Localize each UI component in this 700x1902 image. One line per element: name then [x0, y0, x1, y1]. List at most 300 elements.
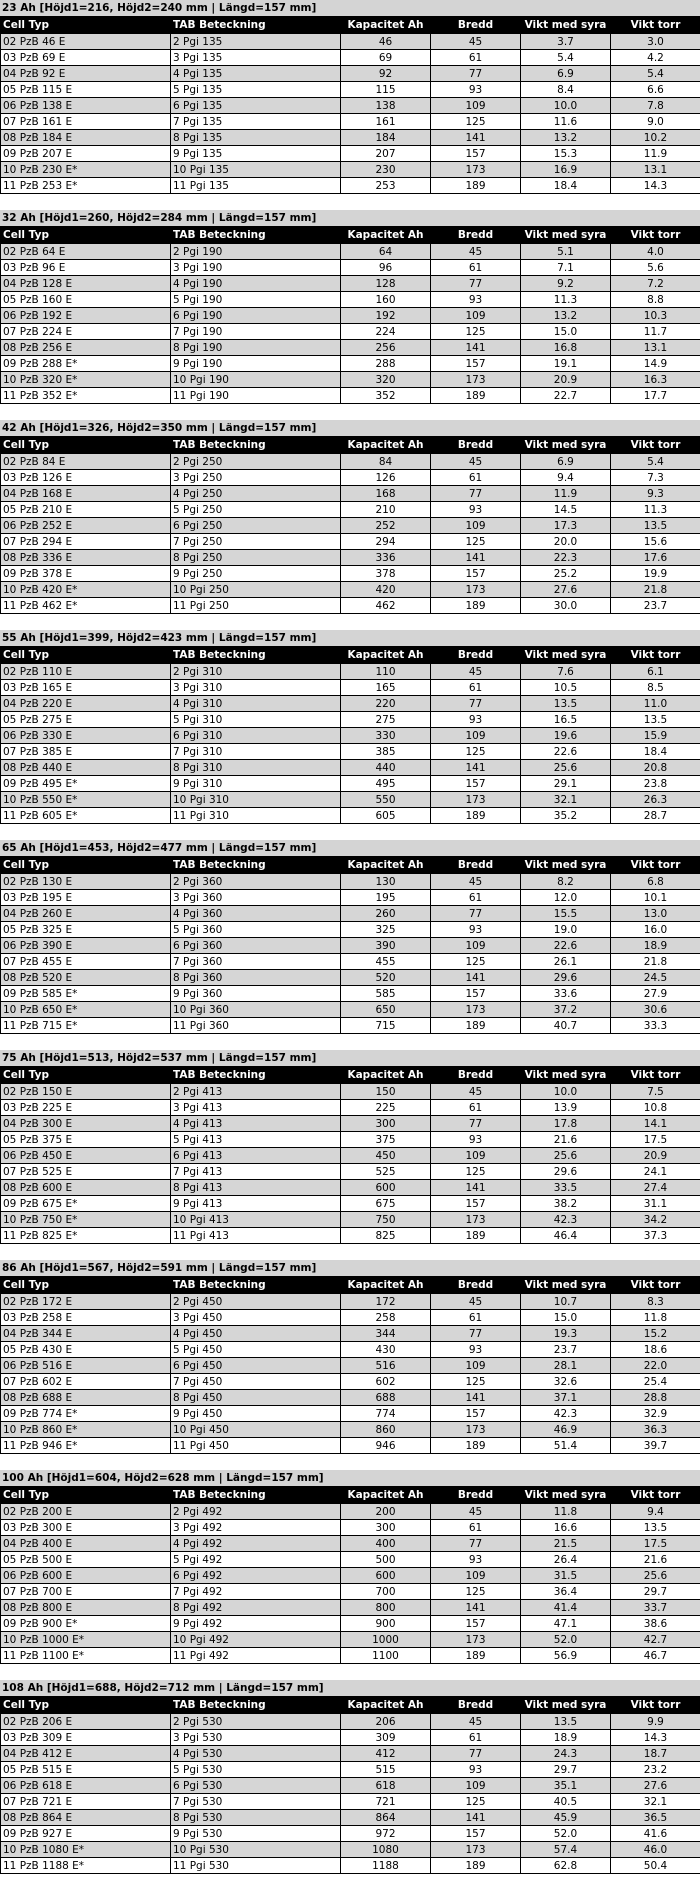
table-cell: 42.3: [521, 1212, 611, 1228]
table-cell: 9.4: [521, 470, 611, 486]
table-cell: 06 PzB 390 E: [1, 938, 171, 954]
table-cell: 32.9: [611, 1406, 700, 1422]
table-row: [1, 454, 700, 470]
table-cell: 25.6: [521, 760, 611, 776]
column-header: TAB Beteckning: [171, 437, 341, 454]
table-cell: 11 Pgi 492: [171, 1648, 341, 1664]
table-cell: 141: [431, 1390, 521, 1406]
table-cell: 9.9: [611, 1714, 700, 1730]
table-cell: 125: [431, 1584, 521, 1600]
table-row: [1, 470, 700, 486]
table-row: [1, 388, 700, 404]
column-header: Cell Typ: [1, 1697, 171, 1714]
table-row: [1, 1536, 700, 1552]
table-cell: 08 PzB 336 E: [1, 550, 171, 566]
table-cell: 600: [341, 1180, 431, 1196]
table-row: [1, 356, 700, 372]
table-cell: 02 PzB 46 E: [1, 34, 171, 50]
table-row: [1, 34, 700, 50]
column-header: Bredd: [431, 647, 521, 664]
table-row: [1, 1826, 700, 1842]
table-cell: 400: [341, 1536, 431, 1552]
table-cell: 288: [341, 356, 431, 372]
cell-spec-table: [0, 1486, 700, 1664]
table-row: [1, 566, 700, 582]
table-cell: 11 PzB 946 E*: [1, 1438, 171, 1454]
table-cell: 09 PzB 585 E*: [1, 986, 171, 1002]
table-row: [1, 1520, 700, 1536]
table-cell: 5.4: [521, 50, 611, 66]
column-header: Vikt med syra: [521, 227, 611, 244]
table-cell: 10.7: [521, 1294, 611, 1310]
table-cell: 10 PzB 650 E*: [1, 1002, 171, 1018]
table-cell: 25.6: [521, 1148, 611, 1164]
table-cell: 11 PzB 715 E*: [1, 1018, 171, 1034]
table-cell: 2 Pgi 492: [171, 1504, 341, 1520]
column-header: Vikt torr: [611, 1277, 700, 1294]
table-cell: 28.7: [611, 808, 700, 824]
column-header: Bredd: [431, 1277, 521, 1294]
table-cell: 22.3: [521, 550, 611, 566]
table-cell: 195: [341, 890, 431, 906]
capacity-section: [0, 630, 700, 840]
table-cell: 27.9: [611, 986, 700, 1002]
table-cell: 22.6: [521, 744, 611, 760]
table-cell: 14.3: [611, 178, 700, 194]
column-header: Vikt torr: [611, 857, 700, 874]
table-cell: 93: [431, 922, 521, 938]
table-cell: 157: [431, 356, 521, 372]
table-cell: 157: [431, 986, 521, 1002]
column-header: Cell Typ: [1, 227, 171, 244]
table-cell: 50.4: [611, 1858, 700, 1874]
table-cell: 77: [431, 906, 521, 922]
table-cell: 36.4: [521, 1584, 611, 1600]
column-header: TAB Beteckning: [171, 17, 341, 34]
table-row: [1, 744, 700, 760]
section-title: 32 Ah [Höjd1=260, Höjd2=284 mm | Längd=157 mm]: [0, 210, 700, 226]
column-header: Bredd: [431, 17, 521, 34]
table-cell: 206: [341, 1714, 431, 1730]
table-row: [1, 760, 700, 776]
table-cell: 24.3: [521, 1746, 611, 1762]
table-cell: 109: [431, 518, 521, 534]
table-cell: 864: [341, 1810, 431, 1826]
table-cell: 715: [341, 1018, 431, 1034]
table-cell: 93: [431, 82, 521, 98]
table-cell: 13.5: [611, 518, 700, 534]
table-cell: 173: [431, 1422, 521, 1438]
table-cell: 08 PzB 800 E: [1, 1600, 171, 1616]
table-cell: 37.3: [611, 1228, 700, 1244]
table-cell: 07 PzB 385 E: [1, 744, 171, 760]
table-cell: 14.5: [521, 502, 611, 518]
table-cell: 173: [431, 792, 521, 808]
table-cell: 495: [341, 776, 431, 792]
table-cell: 3 Pgi 190: [171, 260, 341, 276]
table-cell: 1000: [341, 1632, 431, 1648]
table-cell: 19.1: [521, 356, 611, 372]
table-cell: 4 Pgi 360: [171, 906, 341, 922]
column-header: Vikt torr: [611, 1067, 700, 1084]
table-cell: 57.4: [521, 1842, 611, 1858]
table-cell: 525: [341, 1164, 431, 1180]
table-cell: 09 PzB 900 E*: [1, 1616, 171, 1632]
table-cell: 52.0: [521, 1632, 611, 1648]
table-row: [1, 1858, 700, 1874]
table-cell: 336: [341, 550, 431, 566]
table-cell: 10.8: [611, 1100, 700, 1116]
table-cell: 61: [431, 50, 521, 66]
table-cell: 330: [341, 728, 431, 744]
table-cell: 7.5: [611, 1084, 700, 1100]
table-cell: 26.3: [611, 792, 700, 808]
table-cell: 28.1: [521, 1358, 611, 1374]
table-cell: 21.5: [521, 1536, 611, 1552]
table-cell: 157: [431, 776, 521, 792]
table-cell: 02 PzB 130 E: [1, 874, 171, 890]
table-row: [1, 502, 700, 518]
table-cell: 16.5: [521, 712, 611, 728]
table-cell: 260: [341, 906, 431, 922]
table-row: [1, 986, 700, 1002]
column-header: Kapacitet Ah: [341, 437, 431, 454]
table-row: [1, 162, 700, 178]
column-header: Vikt med syra: [521, 437, 611, 454]
column-header: Bredd: [431, 227, 521, 244]
table-row: [1, 1180, 700, 1196]
column-header: Bredd: [431, 437, 521, 454]
table-cell: 375: [341, 1132, 431, 1148]
table-cell: 20.8: [611, 760, 700, 776]
table-cell: 24.1: [611, 1164, 700, 1180]
table-cell: 4.2: [611, 50, 700, 66]
table-row: [1, 534, 700, 550]
table-cell: 141: [431, 1810, 521, 1826]
table-cell: 09 PzB 774 E*: [1, 1406, 171, 1422]
table-cell: 6 Pgi 450: [171, 1358, 341, 1374]
table-cell: 32.1: [611, 1794, 700, 1810]
column-header: Cell Typ: [1, 1067, 171, 1084]
capacity-section: [0, 1260, 700, 1470]
table-cell: 189: [431, 808, 521, 824]
column-header: Vikt med syra: [521, 857, 611, 874]
table-cell: 10.5: [521, 680, 611, 696]
column-header: Kapacitet Ah: [341, 1067, 431, 1084]
table-row: [1, 372, 700, 388]
table-cell: 420: [341, 582, 431, 598]
column-header: Kapacitet Ah: [341, 1487, 431, 1504]
table-row: [1, 938, 700, 954]
table-cell: 5 Pgi 450: [171, 1342, 341, 1358]
table-cell: 14.1: [611, 1116, 700, 1132]
capacity-section: [0, 1470, 700, 1680]
table-cell: 18.4: [521, 178, 611, 194]
table-cell: 11 PzB 352 E*: [1, 388, 171, 404]
table-row: [1, 98, 700, 114]
table-cell: 126: [341, 470, 431, 486]
cell-spec-table: [0, 1066, 700, 1244]
table-cell: 05 PzB 515 E: [1, 1762, 171, 1778]
table-cell: 13.5: [611, 712, 700, 728]
column-header: Cell Typ: [1, 647, 171, 664]
table-cell: 8 Pgi 135: [171, 130, 341, 146]
table-cell: 04 PzB 400 E: [1, 1536, 171, 1552]
table-row: [1, 260, 700, 276]
table-cell: 10 PzB 1080 E*: [1, 1842, 171, 1858]
table-cell: 7 Pgi 413: [171, 1164, 341, 1180]
table-cell: 225: [341, 1100, 431, 1116]
table-cell: 03 PzB 300 E: [1, 1520, 171, 1536]
table-cell: 19.9: [611, 566, 700, 582]
table-cell: 385: [341, 744, 431, 760]
table-cell: 77: [431, 1746, 521, 1762]
table-row: [1, 340, 700, 356]
cell-spec-table: [0, 16, 700, 194]
table-row: [1, 276, 700, 292]
table-cell: 6 Pgi 413: [171, 1148, 341, 1164]
table-cell: 11 PzB 825 E*: [1, 1228, 171, 1244]
table-row: [1, 1714, 700, 1730]
table-cell: 25.2: [521, 566, 611, 582]
table-cell: 13.0: [611, 906, 700, 922]
table-row: [1, 146, 700, 162]
column-header: Vikt torr: [611, 17, 700, 34]
table-cell: 3 Pgi 250: [171, 470, 341, 486]
table-cell: 440: [341, 760, 431, 776]
table-cell: 13.1: [611, 340, 700, 356]
table-cell: 24.5: [611, 970, 700, 986]
table-cell: 10 PzB 860 E*: [1, 1422, 171, 1438]
table-cell: 10.3: [611, 308, 700, 324]
column-header: Cell Typ: [1, 1487, 171, 1504]
table-cell: 189: [431, 1648, 521, 1664]
table-cell: 8 Pgi 450: [171, 1390, 341, 1406]
table-cell: 4 Pgi 310: [171, 696, 341, 712]
table-cell: 7.8: [611, 98, 700, 114]
table-cell: 125: [431, 324, 521, 340]
table-cell: 184: [341, 130, 431, 146]
table-cell: 08 PzB 600 E: [1, 1180, 171, 1196]
table-cell: 12.0: [521, 890, 611, 906]
table-cell: 5 Pgi 530: [171, 1762, 341, 1778]
table-cell: 11.0: [611, 696, 700, 712]
table-cell: 7.6: [521, 664, 611, 680]
table-cell: 128: [341, 276, 431, 292]
table-cell: 7 Pgi 360: [171, 954, 341, 970]
table-cell: 157: [431, 146, 521, 162]
table-cell: 10 Pgi 530: [171, 1842, 341, 1858]
table-cell: 390: [341, 938, 431, 954]
table-cell: 32.6: [521, 1374, 611, 1390]
table-cell: 52.0: [521, 1826, 611, 1842]
table-cell: 31.5: [521, 1568, 611, 1584]
table-cell: 6.1: [611, 664, 700, 680]
table-cell: 125: [431, 1374, 521, 1390]
table-cell: 10.2: [611, 130, 700, 146]
table-cell: 585: [341, 986, 431, 1002]
table-cell: 516: [341, 1358, 431, 1374]
table-cell: 13.1: [611, 162, 700, 178]
table-cell: 8 Pgi 413: [171, 1180, 341, 1196]
table-cell: 15.5: [521, 906, 611, 922]
table-cell: 3 Pgi 492: [171, 1520, 341, 1536]
table-cell: 7 Pgi 530: [171, 1794, 341, 1810]
table-cell: 30.6: [611, 1002, 700, 1018]
table-cell: 11 PzB 253 E*: [1, 178, 171, 194]
table-cell: 4.0: [611, 244, 700, 260]
table-row: [1, 1746, 700, 1762]
table-cell: 09 PzB 927 E: [1, 1826, 171, 1842]
table-cell: 7 Pgi 492: [171, 1584, 341, 1600]
table-cell: 18.7: [611, 1746, 700, 1762]
table-cell: 11 PzB 462 E*: [1, 598, 171, 614]
table-row: [1, 890, 700, 906]
table-cell: 22.0: [611, 1358, 700, 1374]
table-cell: 6 Pgi 530: [171, 1778, 341, 1794]
table-cell: 8.3: [611, 1294, 700, 1310]
table-cell: 45.9: [521, 1810, 611, 1826]
column-header: Vikt torr: [611, 227, 700, 244]
table-cell: 173: [431, 162, 521, 178]
table-cell: 138: [341, 98, 431, 114]
table-cell: 11 Pgi 360: [171, 1018, 341, 1034]
table-cell: 16.9: [521, 162, 611, 178]
table-cell: 109: [431, 728, 521, 744]
table-cell: 61: [431, 1310, 521, 1326]
cell-spec-table: [0, 1276, 700, 1454]
table-cell: 275: [341, 712, 431, 728]
table-cell: 9 Pgi 530: [171, 1826, 341, 1842]
table-cell: 08 PzB 520 E: [1, 970, 171, 986]
table-cell: 7.2: [611, 276, 700, 292]
table-cell: 07 PzB 224 E: [1, 324, 171, 340]
table-row: [1, 1116, 700, 1132]
table-cell: 14.9: [611, 356, 700, 372]
table-cell: 07 PzB 525 E: [1, 1164, 171, 1180]
table-cell: 141: [431, 130, 521, 146]
column-header: Vikt torr: [611, 437, 700, 454]
table-cell: 15.9: [611, 728, 700, 744]
table-cell: 150: [341, 1084, 431, 1100]
table-cell: 11 PzB 1188 E*: [1, 1858, 171, 1874]
table-cell: 27.6: [521, 582, 611, 598]
table-cell: 21.8: [611, 954, 700, 970]
table-cell: 5.4: [611, 66, 700, 82]
table-cell: 256: [341, 340, 431, 356]
table-cell: 03 PzB 309 E: [1, 1730, 171, 1746]
table-cell: 7 Pgi 190: [171, 324, 341, 340]
table-row: [1, 1342, 700, 1358]
table-row: [1, 550, 700, 566]
table-cell: 230: [341, 162, 431, 178]
table-cell: 141: [431, 970, 521, 986]
table-cell: 2 Pgi 360: [171, 874, 341, 890]
table-cell: 8.8: [611, 292, 700, 308]
table-cell: 46.9: [521, 1422, 611, 1438]
table-cell: 157: [431, 1406, 521, 1422]
table-cell: 77: [431, 1326, 521, 1342]
table-cell: 06 PzB 516 E: [1, 1358, 171, 1374]
table-cell: 650: [341, 1002, 431, 1018]
table-cell: 10 PzB 420 E*: [1, 582, 171, 598]
section-title: 100 Ah [Höjd1=604, Höjd2=628 mm | Längd=157 mm]: [0, 1470, 700, 1486]
table-cell: 45: [431, 1714, 521, 1730]
table-cell: 11.6: [521, 114, 611, 130]
table-cell: 05 PzB 325 E: [1, 922, 171, 938]
table-cell: 21.8: [611, 582, 700, 598]
table-cell: 25.4: [611, 1374, 700, 1390]
table-cell: 10 PzB 550 E*: [1, 792, 171, 808]
table-cell: 25.6: [611, 1568, 700, 1584]
cell-spec-table: [0, 1696, 700, 1874]
table-row: [1, 1810, 700, 1826]
cell-spec-table: [0, 436, 700, 614]
table-cell: 16.3: [611, 372, 700, 388]
section-title: 42 Ah [Höjd1=326, Höjd2=350 mm | Längd=157 mm]: [0, 420, 700, 436]
table-cell: 9 Pgi 310: [171, 776, 341, 792]
table-cell: 172: [341, 1294, 431, 1310]
table-cell: 46.4: [521, 1228, 611, 1244]
table-cell: 38.6: [611, 1616, 700, 1632]
table-cell: 02 PzB 200 E: [1, 1504, 171, 1520]
table-cell: 2 Pgi 310: [171, 664, 341, 680]
table-cell: 800: [341, 1600, 431, 1616]
table-cell: 45: [431, 34, 521, 50]
table-cell: 774: [341, 1406, 431, 1422]
table-row: [1, 1584, 700, 1600]
table-cell: 17.5: [611, 1132, 700, 1148]
table-cell: 3 Pgi 530: [171, 1730, 341, 1746]
table-cell: 37.2: [521, 1002, 611, 1018]
table-cell: 325: [341, 922, 431, 938]
table-cell: 03 PzB 126 E: [1, 470, 171, 486]
table-row: [1, 1422, 700, 1438]
section-title: 108 Ah [Höjd1=688, Höjd2=712 mm | Längd=157 mm]: [0, 1680, 700, 1696]
column-header: Cell Typ: [1, 437, 171, 454]
column-header: TAB Beteckning: [171, 1067, 341, 1084]
table-row: [1, 1406, 700, 1422]
table-cell: 10 Pgi 413: [171, 1212, 341, 1228]
table-cell: 23.8: [611, 776, 700, 792]
table-cell: 161: [341, 114, 431, 130]
table-cell: 5 Pgi 310: [171, 712, 341, 728]
table-cell: 6.9: [521, 66, 611, 82]
table-cell: 61: [431, 470, 521, 486]
table-cell: 320: [341, 372, 431, 388]
table-cell: 93: [431, 1342, 521, 1358]
table-cell: 23.2: [611, 1762, 700, 1778]
table-cell: 33.7: [611, 1600, 700, 1616]
table-cell: 05 PzB 375 E: [1, 1132, 171, 1148]
table-row: [1, 1794, 700, 1810]
table-cell: 700: [341, 1584, 431, 1600]
table-row: [1, 130, 700, 146]
column-header: Kapacitet Ah: [341, 1277, 431, 1294]
table-cell: 11.8: [611, 1310, 700, 1326]
table-row: [1, 1632, 700, 1648]
table-row: [1, 1132, 700, 1148]
table-header-row: [1, 857, 700, 874]
table-cell: 40.7: [521, 1018, 611, 1034]
table-cell: 35.1: [521, 1778, 611, 1794]
table-cell: 900: [341, 1616, 431, 1632]
table-cell: 77: [431, 66, 521, 82]
table-cell: 9 Pgi 190: [171, 356, 341, 372]
table-row: [1, 1084, 700, 1100]
table-cell: 5 Pgi 492: [171, 1552, 341, 1568]
table-cell: 03 PzB 258 E: [1, 1310, 171, 1326]
